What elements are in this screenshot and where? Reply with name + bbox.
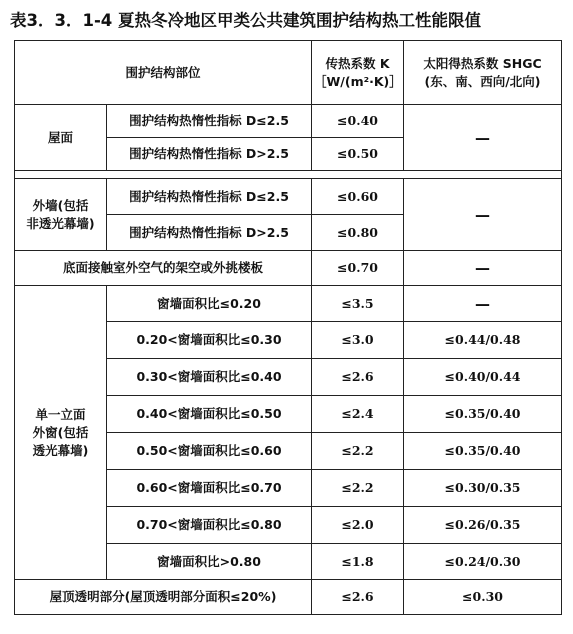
window-k-1: ≤3.5 (312, 286, 404, 322)
wall-label (15, 179, 107, 251)
header-shgc-line1: 太阳得热系数 SHGC (423, 55, 542, 71)
window-cond-6: 0.60<窗墙面积比≤0.70 (107, 470, 312, 507)
roof-shgc: — (404, 105, 562, 171)
window-cond-3: 0.30<窗墙面积比≤0.40 (107, 359, 312, 396)
skylight-k: ≤2.6 (312, 580, 404, 615)
window-k-6: ≤2.2 (312, 470, 404, 507)
window-label-line3: 透光幕墙) (32, 442, 89, 458)
window-shgc-3: ≤0.40/0.44 (404, 359, 562, 396)
window-k-5: ≤2.2 (312, 433, 404, 470)
wall-label-line2: 非透光幕墙) (26, 215, 95, 231)
skylight-label: 屋顶透明部分(屋顶透明部分面积≤20%) (15, 580, 312, 615)
window-shgc-1: — (404, 286, 562, 322)
wall-cond-2: 围护结构热惰性指标 D>2.5 (107, 215, 312, 251)
window-shgc-6: ≤0.30/0.35 (404, 470, 562, 507)
wall-k-2: ≤0.80 (312, 215, 404, 251)
header-shgc-line2: (东、南、西向/北向) (424, 73, 541, 89)
table-row (15, 286, 562, 322)
roof-cond-2: 围护结构热惰性指标 D>2.5 (107, 138, 312, 171)
window-k-7: ≤2.0 (312, 507, 404, 544)
header-k-line1: 传热系数 K (325, 55, 390, 71)
window-cond-4: 0.40<窗墙面积比≤0.50 (107, 396, 312, 433)
skylight-shgc: ≤0.30 (404, 580, 562, 615)
window-cond-2: 0.20<窗墙面积比≤0.30 (107, 322, 312, 359)
header-part: 围护结构部位 (15, 41, 312, 105)
wall-cond-1: 围护结构热惰性指标 D≤2.5 (107, 179, 312, 215)
window-k-3: ≤2.6 (312, 359, 404, 396)
floor-k: ≤0.70 (312, 251, 404, 286)
window-label-line2: 外窗(包括 (32, 424, 89, 440)
roof-label: 屋面 (15, 105, 107, 171)
wall-shgc: — (404, 179, 562, 251)
header-shgc (404, 41, 562, 105)
table-title: 表3．3．1-4 夏热冬冷地区甲类公共建筑围护结构热工性能限值 (10, 11, 482, 30)
table-row (15, 251, 562, 286)
window-shgc-4: ≤0.35/0.40 (404, 396, 562, 433)
header-row (15, 41, 562, 105)
thermal-performance-table (14, 40, 562, 615)
window-shgc-5: ≤0.35/0.40 (404, 433, 562, 470)
floor-shgc: — (404, 251, 562, 286)
roof-cond-1: 围护结构热惰性指标 D≤2.5 (107, 105, 312, 138)
window-label-line1: 单一立面 (35, 406, 86, 422)
window-k-8: ≤1.8 (312, 544, 404, 580)
window-shgc-8: ≤0.24/0.30 (404, 544, 562, 580)
table-row (15, 580, 562, 615)
window-cond-7: 0.70<窗墙面积比≤0.80 (107, 507, 312, 544)
table-row (15, 105, 562, 138)
window-cond-5: 0.50<窗墙面积比≤0.60 (107, 433, 312, 470)
wall-k-1: ≤0.60 (312, 179, 404, 215)
window-cond-1: 窗墙面积比≤0.20 (107, 286, 312, 322)
section-gap (15, 171, 562, 179)
roof-k-2: ≤0.50 (312, 138, 404, 171)
window-label (15, 286, 107, 580)
header-k-line2: ［W/(m²·K)］ (314, 73, 402, 89)
window-shgc-2: ≤0.44/0.48 (404, 322, 562, 359)
wall-label-line1: 外墙(包括 (32, 197, 89, 213)
floor-label: 底面接触室外空气的架空或外挑楼板 (15, 251, 312, 286)
window-cond-8: 窗墙面积比>0.80 (107, 544, 312, 580)
window-k-2: ≤3.0 (312, 322, 404, 359)
roof-k-1: ≤0.40 (312, 105, 404, 138)
table-row (15, 179, 562, 215)
window-k-4: ≤2.4 (312, 396, 404, 433)
window-shgc-7: ≤0.26/0.35 (404, 507, 562, 544)
header-k (312, 41, 404, 105)
